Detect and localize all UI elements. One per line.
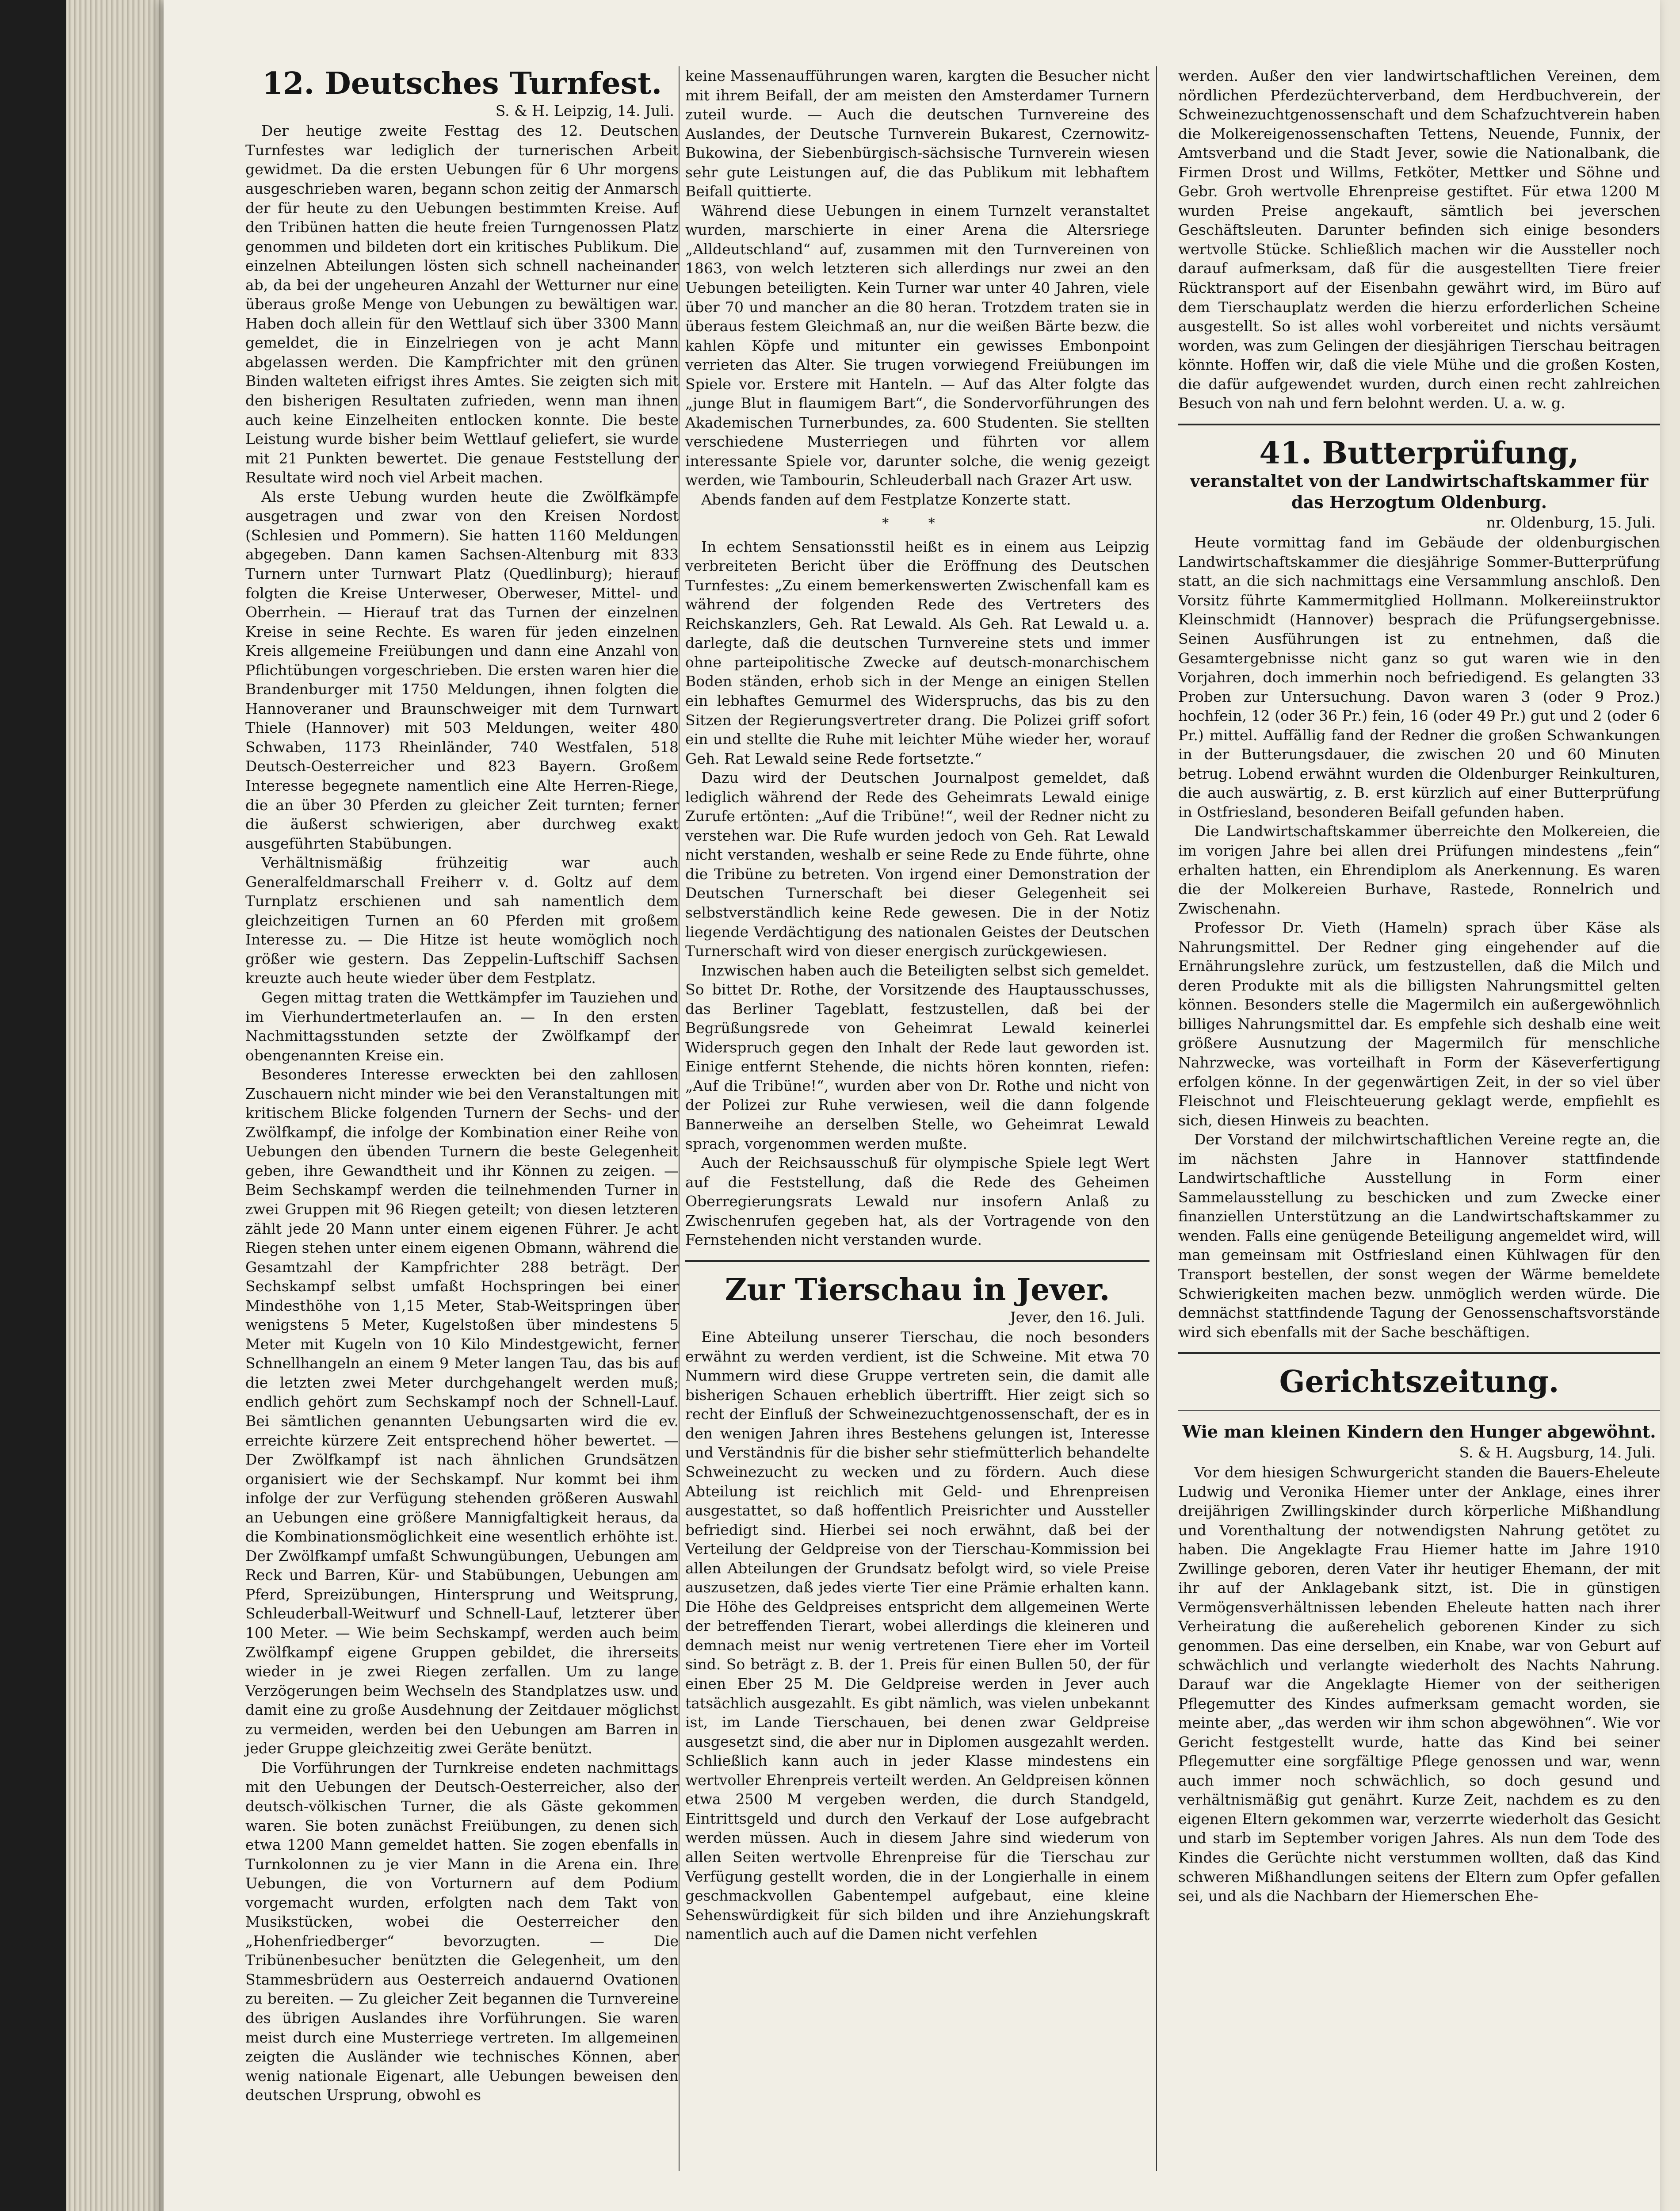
paragraph: Die Vorführungen der Turnkreise endeten nachmittags mit den Uebungen der Deutsch-Oesterreicher, also der deutsch-völkischen Turner, die als Gäste gekommen waren. Sie boten zunächst Freiübungen, zu denen sich etwa 1200 Mann gemeldet hatten. Sie zogen ebenfalls in Turnkolonnen zu je vier Mann in die Arena ein. Ihre Uebungen, die von Vorturnern auf dem Podium vorgemacht wurden, erfolgten nach dem Takt von Musikstücken, wobei die Oesterreicher den „Hohenfriedberger“ bevorzugten. — Die Tribünenbesucher benützten die Gelegenheit, um den Stammesbrüdern aus Oesterreich andauernd Ovationen zu bereiten. — Zu gleicher Zeit begannen die Turnvereine des übrigen Auslandes ihre Vorführungen. Sie waren meist durch eine Musterriege vertreten. Im allgemeinen zeigten die Ausländer wie technisches Können, aber wenig nationale Eigenart, alle Uebungen beweisen den deutschen Ursprung, obwohl es xyxy=(245,1759,679,2104)
paragraph: Der Vorstand der milchwirtschaftlichen Vereine regte an, die im nächsten Jahre in Hannover stattfindende Landwirtschaftliche Ausstellung in Form einer Sammelausstellung zu beschicken und zum Zwecke einer finanziellen Unterstützung an die Landwirtschaftskammer zu wenden. Falls eine genügende Beteiligung angemeldet wird, will man gemeinsam mit Ostfriesland einen Kühlwagen für den Transport bestellen, der sonst wegen der Wärme bemeldete Schwierigkeiten machen bezw. unmöglich werden würde. Die demnächst stattfindende Tagung der Genossenschaftsvorstände wird sich ebenfalls mit der Sache beschäftigen. xyxy=(1178,1131,1660,1341)
paragraph: keine Massenaufführungen waren, kargten die Besucher nicht mit ihrem Beifall, der am meisten den Amsterdamer Turnern zuteil wurde. — Auch die deutschen Turnvereine des Auslandes, der Deutsche Turnverein Bukarest, Czernowitz-Bukowina, der Siebenbürgisch-sächsische Turnverein wiesen sehr gute Leistungen auf, die das Publikum mit lebhaftem Beifall quittierte. xyxy=(685,67,1149,200)
paragraph: Eine Abteilung unserer Tierschau, die noch besonders erwähnt zu werden verdient, ist die Schweine. Mit etwa 70 Nummern wird diese Gruppe vertreten sein, die damit alle bisherigen Schauen erheblich übertrifft. Hier zeigt sich so recht der Einfluß der Schweinezuchtgenossenschaft, der es in den wenigen Jahren ihres Bestehens gelungen ist, Interesse und Verständnis für die bisher sehr stiefmütterlich behandelte Schweinezucht zu wecken und zu fördern. Auch diese Abteilung ist reichlich mit Geld- und Ehrenpreisen ausgestattet, so daß hoffentlich Preisrichter und Aussteller befriedigt sind. Hierbei sei noch erwähnt, daß bei der Verteilung der Geldpreise von der Tierschau-Kommission bei allen Abteilungen der Grundsatz befolgt wird, so viele Preise auszusetzen, daß jedes vierte Tier eine Prämie erhalten kann. Die Höhe des Geldpreises entspricht dem allgemeinen Werte der betreffenden Tierart, wobei allerdings die kleineren und demnach meist nur wenig vertretenen Tiere eher im Vorteil sind. So beträgt z. B. der 1. Preis für einen Bullen 50, der für einen Eber 25 M. Die Geldpreise werden in Jever auch tatsächlich ausgezahlt. Es gibt nämlich, was vielen unbekannt ist, im Lande Tierschauen, bei denen zwar Geldpreise ausgesetzt sind, die aber nur in Diplomen ausgezahlt werden. Schließlich kann auch in jeder Klasse mindestens ein wertvoller Ehrenpreis verteilt werden. An Geldpreisen können etwa 2500 M vergeben werden, die durch Standgeld, Eintrittsgeld und durch den Verkauf der Lose aufgebracht werden müssen. Auch in diesem Jahre sind wiederum von allen Seiten wertvolle Ehrenpreise für die Tierschau zur Verfügung gestellt worden, die in der Longierhalle in einem geschmackvollen Gabentempel aufgebaut, eine kleine Sehenswürdigkeit für sich bilden und ihre Anziehungskraft namentlich auch auf die Damen nicht verfehlen xyxy=(685,1328,1149,1943)
paragraph: werden. Außer den vier landwirtschaftlichen Vereinen, dem nördlichen Pferdezüchterverband, dem Herdbuchverein, der Schweinezuchtgenossenschaft und dem Schafzuchtverein haben die Molkereigenossenschaften Tettens, Neuende, Funnix, der Amtsverband und die Stadt Jever, sowie die Nationalbank, die Firmen Drost und Willms, Fetköter, Mettker und Söhne und Gebr. Groh wertvolle Ehrenpreise gestiftet. Für etwa 1200 M wurden Preise angekauft, sämtlich bei jeverschen Geschäftsleuten. Darunter befinden sich einige besonders wertvolle Stücke. Schließlich machen wir die Aussteller noch darauf aufmerksam, daß für die ausgestellten Tiere freier Rücktransport auf der Eisenbahn gewährt wird, im Büro auf dem Tierschauplatz werden die hierzu erforderlichen Scheine ausgestellt. So ist alles wohl vorbereitet und nichts versäumt worden, was zum Gelingen der diesjährigen Tierschau beitragen könnte. Hoffen wir, daß die viele Mühe und die großen Kosten, die dafür aufgewendet wurden, durch einen recht zahlreichen Besuch von nah und fern belohnt werden. U. a. w. g. xyxy=(1178,67,1660,412)
column-rule xyxy=(679,66,680,2171)
paragraph: Professor Dr. Vieth (Hameln) sprach über Käse als Nahrungsmittel. Der Redner ging eingehender auf die Ernährungslehre zurück, um festzustellen, daß die Milch und deren Produkte mit als die billigsten Nahrungsmittel gelten können. Besonders stelle die Magermilch ein außergewöhnlich billiges Nahrungsmittel dar. Es empfehle sich deshalb eine weit größere Ausnutzung der Magermilch für menschliche Nahrzwecke, was vorteilhaft in Form der Käseverfertigung erfolgen könne. In der gegenwärtigen Zeit, in der so viel über Fleischnot und Fleischteuerung geklagt werde, empfiehlt es sich, diesen Hinweis zu beachten. xyxy=(1178,919,1660,1129)
article-subtitle: Wie man kleinen Kindern den Hunger abgewöhnt. xyxy=(1182,1422,1656,1442)
section-separator: * * xyxy=(882,515,953,531)
dateline: nr. Oldenburg, 15. Juli. xyxy=(1486,514,1656,532)
paragraph: Verhältnismäßig frühzeitig war auch Generalfeldmarschall Freiherr v. d. Goltz auf dem Turnplatz erschienen und sah namentlich dem gleichzeitigen Turnen an 60 Pferden mit großem Interesse zu. — Die Hitze ist heute womöglich noch größer wie gestern. Das Zeppelin-Luftschiff Sachsen kreuzte auch heute wieder über dem Festplatz. xyxy=(245,854,679,987)
column-rule xyxy=(1156,66,1157,2171)
divider xyxy=(1178,1410,1660,1411)
column-1 xyxy=(245,66,679,2105)
dateline: S. & H. Leipzig, 14. Juli. xyxy=(495,102,674,120)
dateline: S. & H. Augsburg, 14. Juli. xyxy=(1459,1443,1656,1461)
paragraph: Während diese Uebungen in einem Turnzelt veranstaltet wurden, marschierte in einer Arena die Altersriege „Alldeutschland“ auf, zusammen mit den Turnvereinen von 1863, von welch letzteren sich allerdings nur zwei an den Uebungen beteiligten. Kein Turner war unter 40 Jahren, viele über 70 und mancher an die 80 heran. Trotzdem traten sie in überaus festem Gleichmaß an, nur die weißen Bärte bezw. die kahlen Köpfe und mitunter ein gewisses Embonpoint verrieten das Alter. Sie trugen vorwiegend Freiübungen im Spiele vor. Erstere mit Hanteln. — Auf das Alter folgte das „junge Blut in flaumigem Bart“, die Sondervorführungen des Akademischen Turnerbundes, za. 600 Studenten. Sie stellten verschiedene Musterriegen und führten vor allem interessante Spiele vor, darunter solche, die wenig gezeigt werden, wie Tambourin, Schleuderball nach Grazer Art usw. xyxy=(685,202,1149,489)
paragraph: Als erste Uebung wurden heute die Zwölfkämpfe ausgetragen und zwar von den Kreisen Nordost (Schlesien und Pommern). Sie hatten 1160 Meldungen abgegeben. Dann kamen Sachsen-Altenburg mit 833 Turnern unter Turnwart Platz (Quedlinburg); hierauf folgten die Kreise Unterweser, Oberweser, Mittel- und Oberrhein. — Hierauf trat das Turnen der einzelnen Kreise in seine Rechte. Es waren für jeden einzelnen Kreis allgemeine Freiübungen und dann eine Anzahl von Pflichtübungen vorgeschrieben. Die ersten waren hier die Brandenburger mit 1750 Meldungen, ihnen folgten die Hannoveraner und Braunschweiger mit dem Turnwart Thiele (Hannover) mit 503 Meldungen, weiter 480 Schwaben, 1173 Rheinländer, 740 Westfalen, 518 Deutsch-Oesterreicher und 823 Bayern. Großem Interesse begegnete namentlich eine Alte Herren-Riege, die an über 30 Pferden zu gleicher Zeit turnten; ferner die äußerst schwierigen, aber durchweg exakt ausgeführten Stabübungen. xyxy=(245,488,679,852)
paragraph: Heute vormittag fand im Gebäude der oldenburgischen Landwirtschaftskammer die diesjährige Sommer-Butterprüfung statt, an die sich nachmittags eine Versammlung anschloß. Den Vorsitz führte Kammermitglied Hollmann. Molkereiinstruktor Kleinschmidt (Hannover) besprach die Prüfungsergebnisse. Seinen Ausführungen ist zu entnehmen, daß die Gesamtergebnisse nicht ganz so gut waren wie in den Vorjahren, doch immerhin noch befriedigend. Es gelangten 33 Proben zur Untersuchung. Davon waren 3 (oder 9 Proz.) hochfein, 12 (oder 36 Pr.) fein, 16 (oder 49 Pr.) gut und 2 (oder 6 Pr.) mittel. Auffällig fand der Redner die großen Schwankungen in der Butterungsdauer, die zwischen 20 und 60 Minuten betrug. Lobend erwähnt wurden die Oldenburger Reinkulturen, die auch auswärtig, z. B. erst kürzlich auf einer Butterprüfung in Ostfriesland, besonderen Beifall gefunden haben. xyxy=(1178,534,1660,821)
article-title: Zur Tierschau in Jever. xyxy=(725,1272,1110,1308)
paragraph: Auch der Reichsausschuß für olympische Spiele legt Wert auf die Feststellung, daß die Rede des Geheimen Oberregierungsrats Lewald nur insofern Anlaß zu Zwischenrufen gegeben hat, als der Vortragende von den Fernstehenden nicht verstanden wurde. xyxy=(685,1154,1149,1249)
paragraph: Die Landwirtschaftskammer überreichte den Molkereien, die im vorigen Jahre bei allen drei Prüfungen mindestens „fein“ erhalten hatten, ein Ehrendiplom als Anerkennung. Es waren die der Molkereien Burhave, Rastede, Ronnelrich und Zwischenahn. xyxy=(1178,822,1660,917)
paragraph: Abends fanden auf dem Festplatze Konzerte statt. xyxy=(701,491,1071,509)
article-subtitle: veranstaltet von der Landwirtschaftskammer für das Herzogtum Oldenburg. xyxy=(1190,471,1649,512)
paragraph: Der heutige zweite Festtag des 12. Deutschen Turnfestes war lediglich der turnerischen Arbeit gewidmet. Da die ersten Uebungen für 6 Uhr morgens ausgeschrieben waren, begann schon zeitig der Anmarsch der für heute zu den Uebungen bestimmten Kreise. Auf den Tribünen hatten die heute freien Turngenossen Platz genommen und bildeten dort ein kritisches Publikum. Die einzelnen Abteilungen lösten sich schnell nacheinander ab, da bei der ungeheuren Anzahl der Wetturner nur eine überaus große Menge von Uebungen zu bewältigen war. Haben doch allein für den Wettlauf sich über 3300 Mann gemeldet, die in Einzelriegen von je acht Mann abgelassen werden. Die Kampfrichter mit den grünen Binden walteten eifrigst ihres Amtes. Sie zeigten sich mit den bisherigen Resultaten zufrieden, wenn man ihnen auch keine Einzelheiten entlocken konnte. Die beste Leistung wurde bisher beim Wettlauf geliefert, sie wurde mit 21 Punkten bewertet. Die genaue Feststellung der Resultate wird noch viel Arbeit machen. xyxy=(245,122,679,486)
scan-background xyxy=(0,0,66,2211)
column-3 xyxy=(1178,66,1660,1906)
paragraph: Besonderes Interesse erweckten bei den zahllosen Zuschauern nicht minder wie bei den Veranstaltungen mit kritischem Blicke folgenden Turnern der Sechs- und der Zwölfkampf, die infolge der Kombination einer Reihe von Uebungen den übenden Turnern die beste Gelegenheit geben, ihre Gewandtheit und ihr Können zu zeigen. — Beim Sechskampf werden die teilnehmenden Turner in zwei Gruppen mit 96 Riegen geteilt; von diesen letzteren zählt jede 20 Mann unter einem eigenen Führer. Je acht Riegen stehen unter einem eigenen Obmann, während die Gesamtzahl der Kampfrichter 288 beträgt. Der Sechskampf selbst umfaßt Hochspringen bei einer Mindesthöhe von 1,15 Meter, Stab-Weitspringen über wenigstens 5 Meter, Kugelstoßen über mindestens 5 Meter mit Kugeln von 10 Kilo Mindestgewicht, ferner Schnellhangeln an einem 9 Meter langen Tau, das bis auf die letzten zwei Meter durchgehangelt werden muß; endlich gehört zum Sechskampf noch der Schnell-Lauf. Bei sämtlichen genannten Uebungsarten wird die ev. erreichte kürzere Zeit entsprechend höher bewertet. — Der Zwölfkampf ist nach ähnlichen Grundsätzen organisiert wie der Sechskampf. Nur kommt bei ihm infolge der zur Verfügung stehenden größeren Auswahl an Uebungen eine größere Mannigfaltigkeit heraus, da die Kombinationsmöglichkeit eine wesentlich erhöhte ist. Der Zwölfkampf umfaßt Schwungübungen, Uebungen am Reck und Barren, Kür- und Stabübungen, Uebungen am Pferd, Spreizübungen, Hintersprung und Weitsprung, Schleuderball-Weitwurf und Schnell-Lauf, letzterer über 100 Meter. — Wie beim Sechskampf, werden auch beim Zwölfkampf eigene Gruppen gebildet, die ihrerseits wieder in je zwei Riegen zerfallen. Um zu lange Verzögerungen beim Wechseln des Standplatzes usw. und damit eine zu große Ausdehnung der Zeitdauer möglichst zu vermeiden, werden bei den Uebungen am Barren in jeder Gruppe gleichzeitig zwei Geräte benützt. xyxy=(245,1066,679,1757)
divider xyxy=(1178,424,1660,425)
article-title: 12. Deutsches Turnfest. xyxy=(262,66,662,101)
section-title: Gerichtszeitung. xyxy=(1279,1364,1559,1400)
paragraph: Gegen mittag traten die Wettkämpfer im Tauziehen und im Vierhundertmeterlaufen an. — In den ersten Nachmittagsstunden setzte der Zwölfkampf der obengenannten Kreise ein. xyxy=(245,988,679,1064)
column-2 xyxy=(685,66,1149,1944)
article-title: 41. Butterprüfung, xyxy=(1259,435,1579,471)
paragraph: Dazu wird der Deutschen Journalpost gemeldet, daß lediglich während der Rede des Geheimrats Lewald einige Zurufe ertönten: „Auf die Tribüne!“, weil der Redner nicht zu verstehen war. Die Rufe wurden jedoch von Geh. Rat Lewald nicht verstanden, weshalb er seine Rede zu Ende führte, ohne die Tribüne zu betreten. Von irgend einer Demonstration der Deutschen Turnerschaft bei dieser Gelegenheit sei selbstverständlich keine Rede gewesen. Die in der Notiz liegende Verdächtigung des nationalen Geistes der Deutschen Turnerschaft wird von dieser energisch zurückgewiesen. xyxy=(685,769,1149,960)
divider xyxy=(685,1260,1149,1262)
divider xyxy=(1178,1352,1660,1354)
dateline: Jever, den 16. Juli. xyxy=(1010,1308,1145,1326)
paragraph: In echtem Sensationsstil heißt es in einem aus Leipzig verbreiteten Bericht über die Eröffnung des Deutschen Turnfestes: „Zu einem bemerkenswerten Zwischenfall kam es während der folgenden Rede des Vertreters des Reichskanzlers, Geh. Rat Lewald. Als Geh. Rat Lewald u. a. darlegte, daß die deutschen Turnvereine stets und immer ohne parteipolitische Zwecke auf deutsch-monarchischem Boden ständen, erhob sich in der Menge an einigen Stellen ein lebhaftes Gemurmel des Widerspruchs, das bis zu den Sitzen der Regierungsvertreter drang. Die Polizei griff sofort ein und stellte die Ruhe mit leichter Mühe wieder her, worauf Geh. Rat Lewald seine Rede fortsetzte.“ xyxy=(685,538,1149,767)
paragraph: Inzwischen haben auch die Beteiligten selbst sich gemeldet. So bittet Dr. Rothe, der Vorsitzende des Hauptausschusses, das Berliner Tageblatt, festzustellen, daß bei der Begrüßungsrede von Geheimrat Lewald keinerlei Widerspruch gegen den Inhalt der Rede laut geworden ist. Einige entfernt Stehende, die nichts hören konnten, riefen: „Auf die Tribüne!“, wurden aber von Dr. Rothe und nicht von der Polizei zur Ruhe verwiesen, weil die dann folgende Bannerweihe an derselben Stelle, wo Geheimrat Lewald sprach, vorgenommen werden mußte. xyxy=(685,961,1149,1152)
paragraph: Vor dem hiesigen Schwurgericht standen die Bauers-Eheleute Ludwig und Veronika Hiemer unter der Anklage, eines ihrer dreijährigen Zwillingskinder durch körperliche Mißhandlung und Vorenthaltung der notwendigsten Nahrung getötet zu haben. Die Angeklagte Frau Hiemer hatte im Jahre 1910 Zwillinge geboren, deren Vater ihr heutiger Ehemann, der mit ihr auf der Anklagebank sitzt, ist. Die in günstigen Vermögensverhältnissen lebenden Eheleute hatten nach ihrer Verheiratung die außerehelich geborenen Kinder zu sich genommen. Das eine derselben, ein Knabe, war von Geburt auf schwächlich und verlangte wiederholt des Nachts Nahrung. Darauf war die Angeklagte Hiemer von der seitherigen Pflegemutter des Kindes aufmerksam gemacht worden, sie meinte aber, „das werden wir ihm schon abgewöhnen“. Wie vor Gericht festgestellt wurde, hatte das Kind bei seiner Pflegemutter eine sorgfältige Pflege genossen und war, wenn auch immer noch schwächlich, so doch gesund und verhältnismäßig gut genährt. Kurze Zeit, nachdem es zu den eigenen Eltern gekommen war, verzerrte wiederholt das Gesicht und starb im September vorigen Jahres. Als nun dem Tode des Kindes die Gerüchte nicht verstummen wollten, daß das Kind schweren Mißhandlungen seitens der Eltern zum Opfer gefallen sei, und als die Nachbarn der Hiemerschen Ehe- xyxy=(1178,1464,1660,1905)
